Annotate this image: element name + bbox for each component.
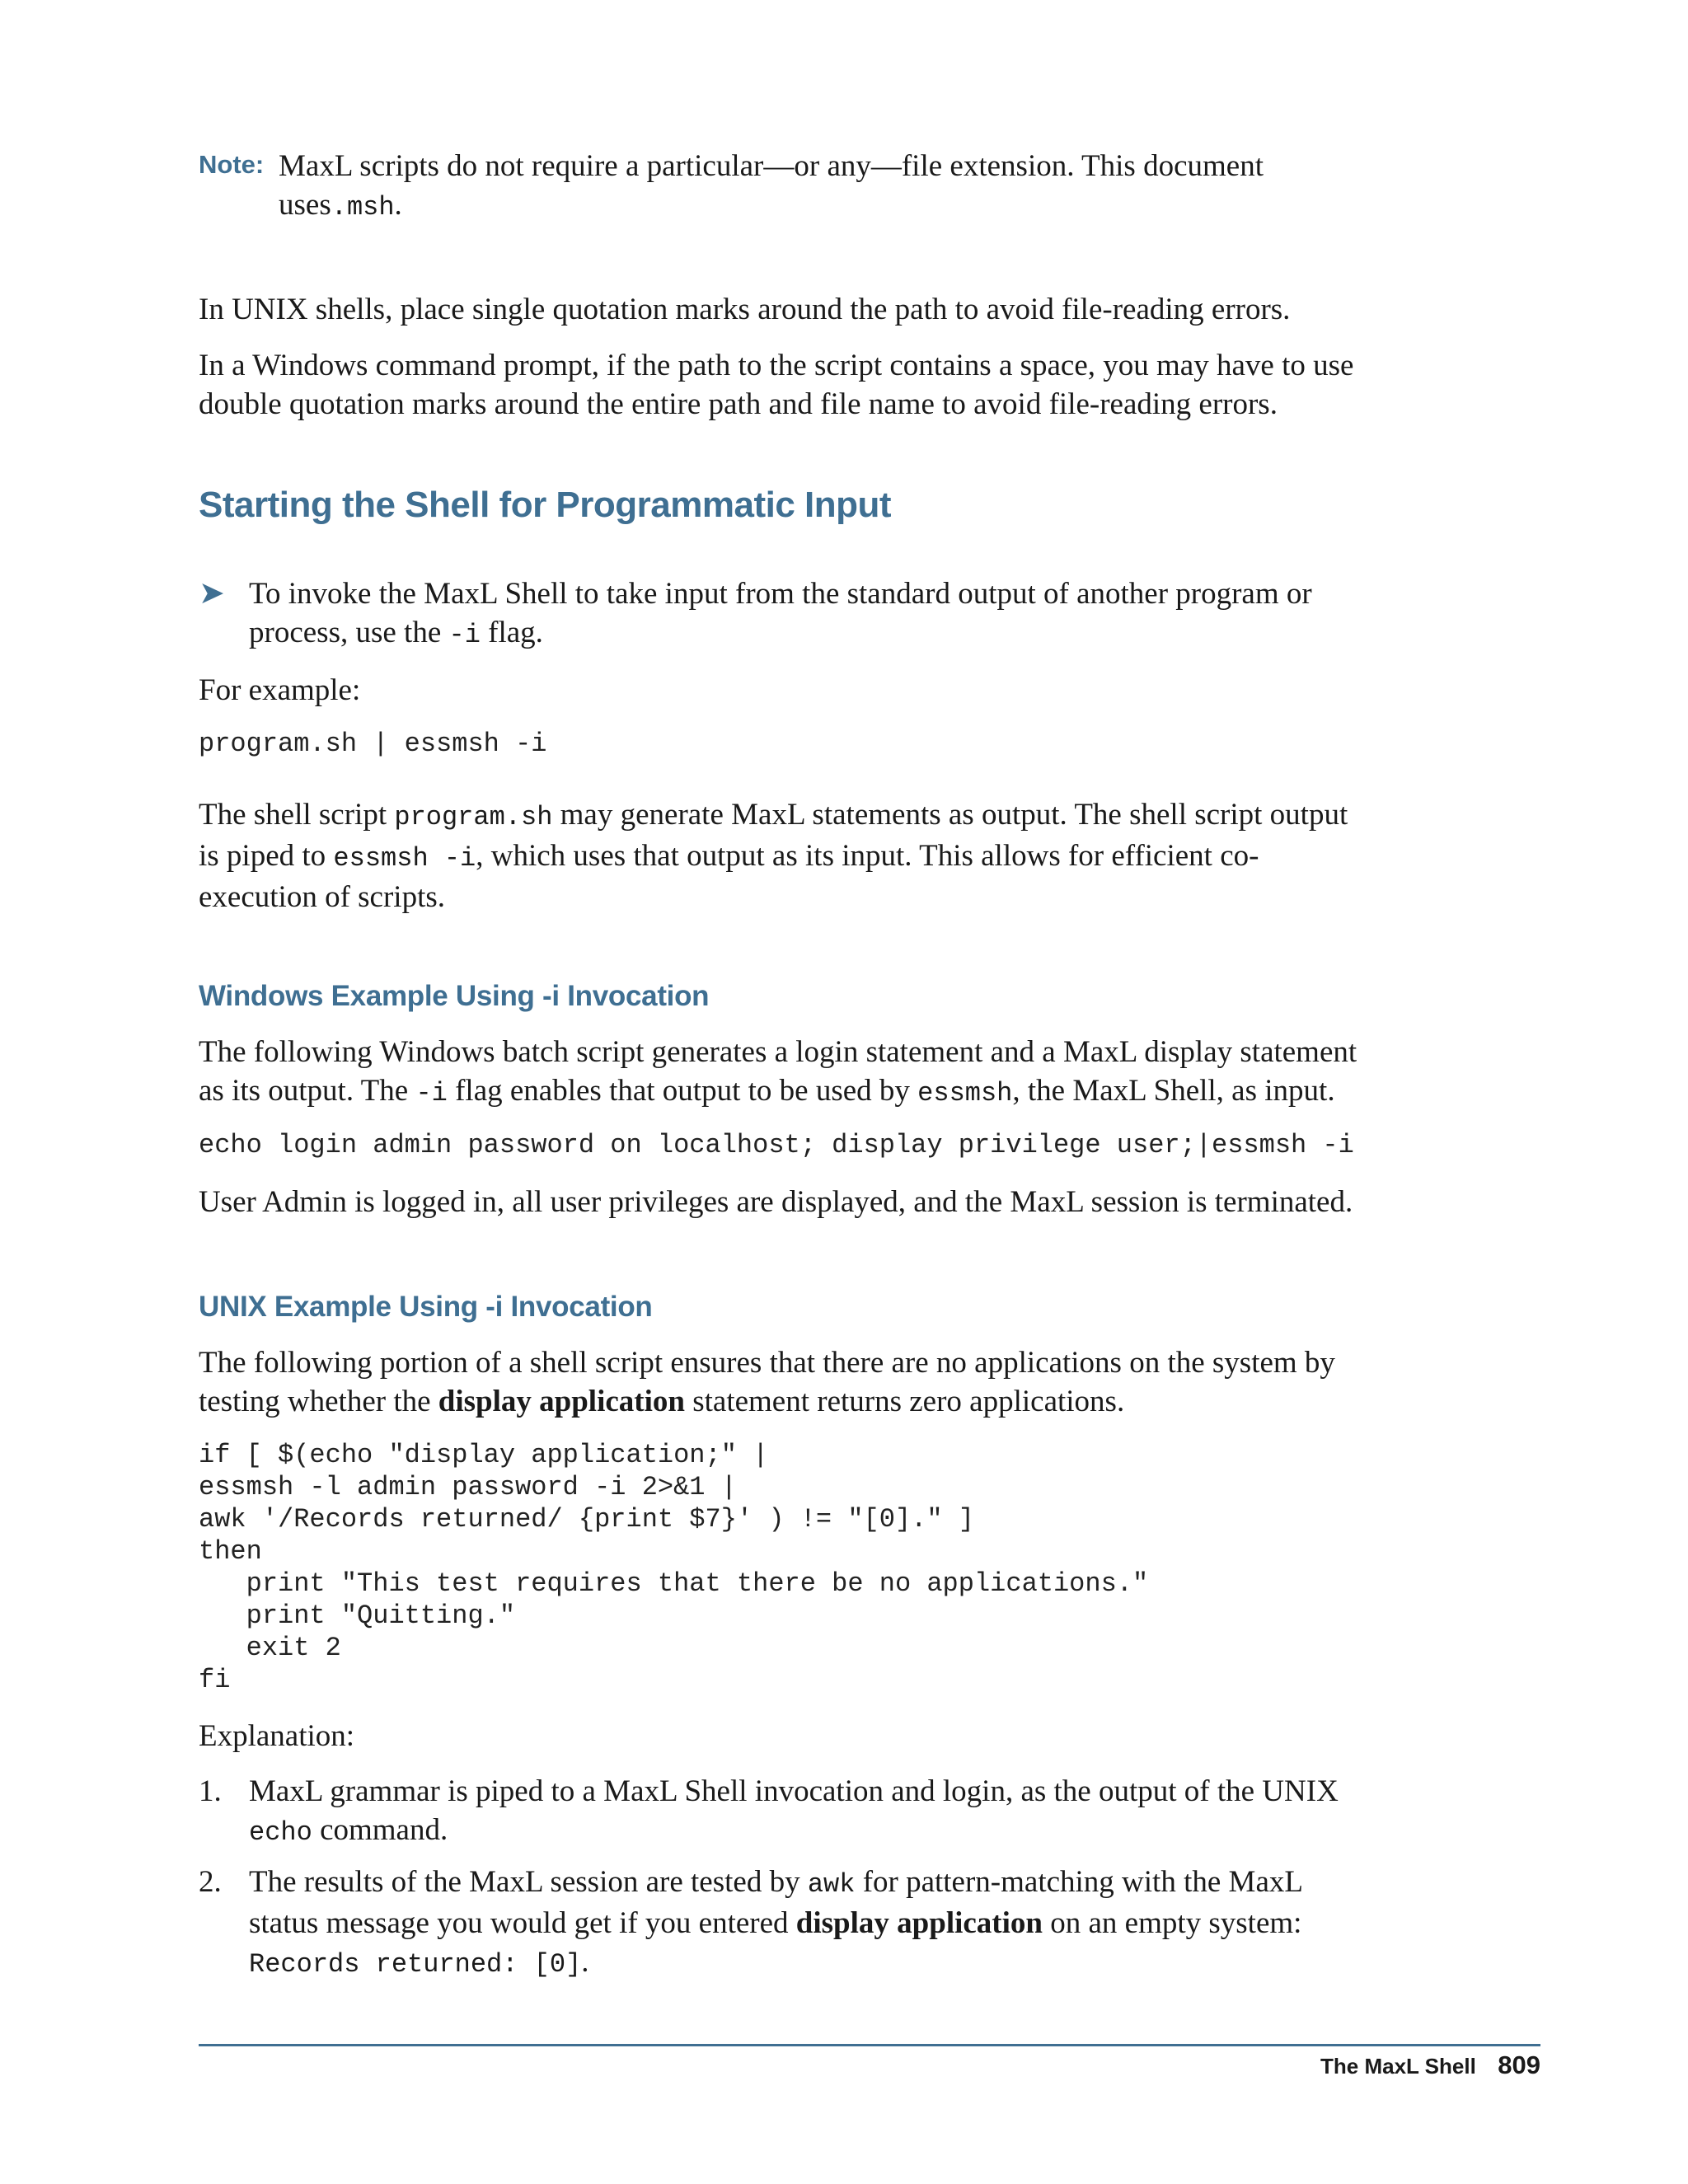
task-step	[199, 574, 1369, 654]
inline-code: -i	[448, 620, 481, 650]
paragraph-unix-example: The following portion of a shell script ensures that there are no applications on the system by testing whether the display application statement returns zero applications.	[199, 1346, 1335, 1418]
paragraph-shell-script: The shell script program.sh may generate MaxL statements as output. The shell script output is piped to essmsh -i, which uses that output as its input. This allows for efficient co-execution of scripts.	[199, 798, 1348, 914]
page-number: 809	[1498, 2050, 1540, 2079]
code-example-pipe: program.sh | essmsh -i	[199, 729, 547, 759]
inline-code: program.sh	[394, 802, 553, 832]
footer-chapter-title: The MaxL Shell	[1320, 2054, 1476, 2079]
footer-rule	[199, 2044, 1540, 2046]
list-item-text: The results of the MaxL session are tested by awk for pattern-matching with the MaxL status message you would get if you entered display application on an empty system: Records returned: [0].	[249, 1865, 1302, 1980]
paragraph-windows-example: The following Windows batch script generates a login statement and a MaxL display statement as its output. The -i flag enables that output to be used by essmsh, the MaxL Shell, as input.	[199, 1035, 1357, 1108]
section-title: Starting the Shell for Programmatic Input	[199, 485, 892, 525]
note-text: MaxL scripts do not require a particular—or any—file extension. This document uses.msh.	[279, 149, 1264, 223]
for-example-label: For example:	[199, 673, 361, 707]
note-block	[199, 147, 1369, 227]
list-number: 1.	[199, 1774, 222, 1808]
windows-example-heading: Windows Example Using -i Invocation	[199, 980, 710, 1012]
inline-code: echo	[249, 1817, 312, 1848]
bold-term: display application	[795, 1906, 1043, 1940]
note-label: Note:	[199, 150, 265, 179]
bold-term: display application	[438, 1385, 685, 1418]
paragraph-admin-logged-in: User Admin is logged in, all user privileges are displayed, and the MaxL session is terminated.	[199, 1185, 1353, 1219]
task-text: To invoke the MaxL Shell to take input from the standard output of another program or process, use the -i flag.	[249, 577, 1312, 650]
paragraph-unix-quotes: In UNIX shells, place single quotation marks around the path to avoid file-reading errors.	[199, 293, 1291, 326]
inline-code: Records returned: [0]	[249, 1949, 582, 1980]
page-footer	[1320, 2050, 1540, 2080]
inline-code: -i	[415, 1078, 448, 1108]
inline-code: essmsh	[917, 1078, 1013, 1108]
code-example-unix-script: if [ $(echo "display application;" | essmsh -l admin password -i 2>&1 | awk '/Records returned/ {print $7}' ) != "[0]." ] then print "This test requires that there be no applications." print "Quitting." exit 2 fi	[199, 1440, 1149, 1695]
arrow-icon: ➤	[199, 576, 225, 611]
list-item	[199, 1772, 1369, 1852]
code-example-windows: echo login admin password on localhost; display privilege user;|essmsh -i	[199, 1130, 1354, 1160]
list-number: 2.	[199, 1865, 222, 1899]
inline-code: .msh	[331, 192, 395, 223]
inline-code: awk	[807, 1869, 856, 1900]
inline-code: essmsh -i	[333, 843, 476, 874]
unix-example-heading: UNIX Example Using -i Invocation	[199, 1291, 653, 1323]
paragraph-windows-quotes: In a Windows command prompt, if the path to the script contains a space, you may have to use double quotation marks around the entire path and file name to avoid file-reading errors.	[199, 349, 1354, 421]
list-item	[199, 1863, 1369, 1984]
explanation-label: Explanation:	[199, 1719, 355, 1753]
list-item-text: MaxL grammar is piped to a MaxL Shell invocation and login, as the output of the UNIX echo command.	[249, 1774, 1339, 1848]
